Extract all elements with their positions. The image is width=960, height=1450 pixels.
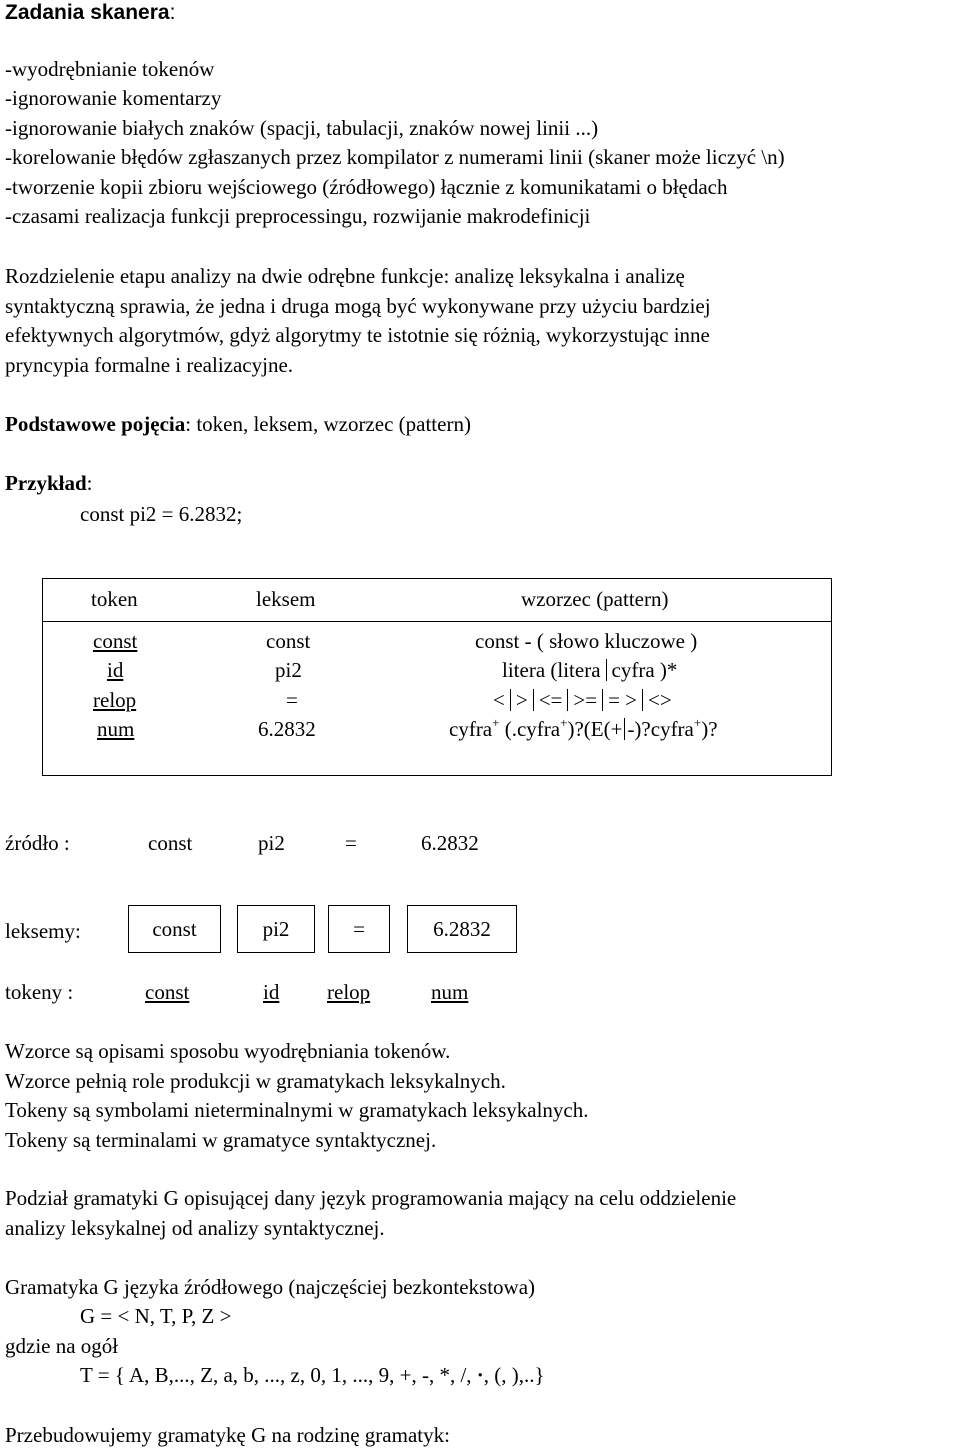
token-item: id	[263, 980, 280, 1004]
table-cell-token: num	[97, 717, 135, 741]
paragraph-line: syntaktyczną sprawia, że jedna i druga mogą być wykonywane przy użyciu bardziej	[5, 293, 711, 318]
source-item: 6.2832	[421, 831, 479, 855]
task-item: -wyodrębnianie tokenów	[5, 57, 215, 81]
num-pattern-part: )?	[701, 717, 718, 741]
pattern-separator	[606, 659, 607, 681]
basic-concepts-line	[5, 410, 471, 439]
paragraph-line: pryncypia formalne i realizacyjne.	[5, 352, 294, 377]
tokens-label: tokeny :	[5, 980, 74, 1004]
separation-paragraph	[5, 262, 711, 380]
lexeme-box: 6.2832	[407, 905, 517, 953]
pattern-litera: litera (litera	[502, 658, 601, 682]
table-cell-token: const	[93, 629, 138, 653]
plus-superscript: +	[492, 715, 500, 730]
final-line: Przebudowujemy gramatykę G na rodzinę gramatyk:	[5, 1423, 450, 1447]
lexeme-box: =	[328, 905, 390, 953]
pattern-separator	[533, 689, 534, 711]
relop-symbol: = >	[608, 688, 637, 712]
table-header-token: token	[91, 587, 138, 611]
example-code: const pi2 = 6.2832;	[80, 502, 243, 526]
num-pattern-part: -)?cyfra	[627, 717, 694, 741]
num-pattern-part: )?(E(+	[567, 717, 623, 741]
grammar-where-line: gdzie na ogół	[5, 1334, 119, 1358]
source-item: =	[345, 831, 357, 855]
pattern-separator	[624, 718, 625, 740]
grammar-tuple: G = < N, T, P, Z >	[80, 1304, 232, 1328]
paragraph-line: Rozdzielenie etapu analizy na dwie odrębne funkcje: analizę leksykalna i analizę	[5, 264, 685, 288]
lexemes-label: leksemy:	[5, 919, 81, 943]
table-header-pattern: wzorzec (pattern)	[521, 587, 669, 611]
basic-concepts-label: Podstawowe pojęcia	[5, 412, 186, 436]
table-cell-token: id	[107, 658, 124, 682]
relop-symbol: <	[493, 688, 505, 712]
note-line: Tokeny są terminalami w gramatyce syntaktycznej.	[5, 1127, 437, 1152]
task-item: -ignorowanie komentarzy	[5, 86, 222, 111]
note-line: Wzorce są opisami sposobu wyodrębniania tokenów.	[5, 1039, 451, 1063]
pattern-separator	[510, 689, 511, 711]
table-cell-pattern	[449, 715, 718, 745]
task-item: -tworzenie kopii zbioru wejściowego (źródłowego) łącznie z komunikatami o błędach	[5, 174, 728, 199]
terminals-part: , (, ),..}	[483, 1363, 545, 1387]
source-item: const	[148, 831, 193, 855]
page-heading	[5, 0, 175, 27]
pattern-notes	[5, 1037, 588, 1155]
pattern-cyfra: cyfra )*	[611, 658, 678, 682]
terminals-part: T = { A, B,..., Z, a, b, ..., z, 0, 1, ..., 9, +, -, *, /,	[80, 1363, 472, 1387]
note-line: Tokeny są symbolami nieterminalnymi w gramatykach leksykalnych.	[5, 1098, 589, 1122]
token-item: const	[145, 980, 190, 1004]
table-cell-lexeme: 6.2832	[258, 717, 316, 741]
grammar-def-line: Gramatyka G języka źródłowego (najczęściej bezkontekstowa)	[5, 1275, 536, 1299]
source-label: źródło :	[5, 831, 70, 855]
lexeme-box: const	[128, 905, 221, 953]
heading-colon: :	[169, 1, 176, 24]
lexeme-box: pi2	[237, 905, 315, 953]
task-item: -korelowanie błędów zgłaszanych przez kompilator z numerami linii (skaner może liczyć \n)	[5, 145, 785, 170]
table-cell-lexeme: pi2	[275, 658, 302, 682]
pattern-separator	[602, 689, 603, 711]
token-table	[42, 578, 832, 776]
example-label: Przykład	[5, 471, 87, 495]
relop-symbol: >=	[573, 688, 598, 712]
table-header-divider	[43, 621, 831, 622]
grammar-terminals	[80, 1361, 545, 1390]
num-pattern-part: cyfra	[449, 717, 493, 741]
plus-superscript: +	[560, 715, 568, 730]
pattern-separator	[567, 689, 568, 711]
table-cell-token: relop	[93, 688, 137, 712]
pattern-separator	[642, 689, 643, 711]
table-cell-pattern	[502, 656, 677, 686]
example-line	[5, 469, 93, 498]
table-cell-lexeme: =	[286, 688, 298, 712]
grammar-division-paragraph	[5, 1184, 736, 1243]
note-line: Wzorce pełnią role produkcji w gramatykach leksykalnych.	[5, 1068, 506, 1093]
token-item: num	[431, 980, 469, 1004]
num-pattern-part: (.cyfra	[499, 717, 561, 741]
relop-symbol: >	[515, 688, 528, 712]
table-cell-pattern	[493, 686, 672, 716]
table-header-lexeme: leksem	[256, 587, 316, 611]
plus-superscript: +	[693, 715, 702, 730]
task-item: -czasami realizacja funkcji preprocessingu, rozwijanie makrodefinicji	[5, 204, 591, 229]
table-cell-pattern: const - ( słowo kluczowe )	[475, 629, 698, 653]
table-cell-lexeme: const	[266, 629, 311, 653]
dot-symbol: ·	[476, 1363, 484, 1387]
token-item: relop	[327, 980, 371, 1004]
relop-symbol: <>	[648, 688, 672, 712]
source-item: pi2	[258, 831, 285, 855]
example-colon: :	[86, 471, 93, 495]
paragraph-line: efektywnych algorytmów, gdyż algorytmy te istotnie się różnią, wykorzystując inne	[5, 323, 710, 347]
scanner-task-list	[5, 55, 785, 231]
task-item: -ignorowanie białych znaków (spacji, tabulacji, znaków nowej linii ...)	[5, 115, 599, 140]
basic-concepts-rest: : token, leksem, wzorzec (pattern)	[185, 412, 471, 436]
paragraph-line: Podział gramatyki G opisującej dany język programowania mający na celu oddzielenie	[5, 1186, 737, 1210]
relop-symbol: <=	[538, 688, 563, 712]
heading-bold: Zadania skanera	[5, 1, 170, 24]
paragraph-line: analizy leksykalnej od analizy syntaktycznej.	[5, 1215, 385, 1240]
